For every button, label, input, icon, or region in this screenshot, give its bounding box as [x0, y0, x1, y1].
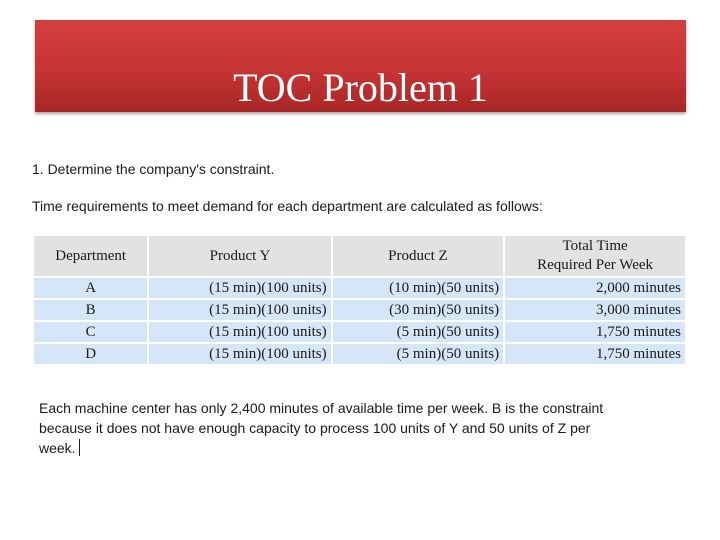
header-product-z: Product Z — [333, 236, 503, 276]
cell-total: 1,750 minutes — [505, 344, 685, 364]
table-row — [34, 278, 685, 298]
header-total-line2: Required Per Week — [537, 257, 654, 273]
text-cursor — [79, 439, 80, 456]
cell-department: A — [34, 278, 147, 298]
title-banner — [35, 20, 686, 112]
conclusion-block — [39, 398, 629, 458]
table-row — [34, 344, 685, 364]
cell-product-z: (5 min)(50 units) — [333, 344, 503, 364]
cell-total: 2,000 minutes — [505, 278, 685, 298]
question-text: 1. Determine the company's constraint. — [32, 161, 275, 177]
cell-department: C — [34, 322, 147, 342]
intro-text: Time requirements to meet demand for each department are calculated as follows: — [32, 198, 543, 214]
header-product-y: Product Y — [149, 236, 330, 276]
cell-total: 1,750 minutes — [505, 322, 685, 342]
table-row — [34, 300, 685, 320]
conclusion-text: Each machine center has only 2,400 minutes of available time per week. B is the constraint because it does not have enough capacity to process 100 units of Y and 50 units of Z per week. — [39, 400, 604, 456]
table-header-row — [34, 236, 685, 276]
cell-product-y: (15 min)(100 units) — [149, 322, 330, 342]
cell-department: B — [34, 300, 147, 320]
cell-product-z: (10 min)(50 units) — [333, 278, 503, 298]
header-department: Department — [34, 236, 147, 276]
table-row — [34, 322, 685, 342]
time-requirements-table — [32, 234, 687, 366]
header-total-line1: Total Time — [562, 238, 628, 254]
cell-total: 3,000 minutes — [505, 300, 685, 320]
cell-department: D — [34, 344, 147, 364]
cell-product-y: (15 min)(100 units) — [149, 344, 330, 364]
cell-product-y: (15 min)(100 units) — [149, 300, 330, 320]
slide-title: TOC Problem 1 — [233, 65, 488, 110]
cell-product-z: (5 min)(50 units) — [333, 322, 503, 342]
title-underline — [72, 124, 220, 125]
header-total-time — [505, 236, 685, 276]
cell-product-y: (15 min)(100 units) — [149, 278, 330, 298]
cell-product-z: (30 min)(50 units) — [333, 300, 503, 320]
